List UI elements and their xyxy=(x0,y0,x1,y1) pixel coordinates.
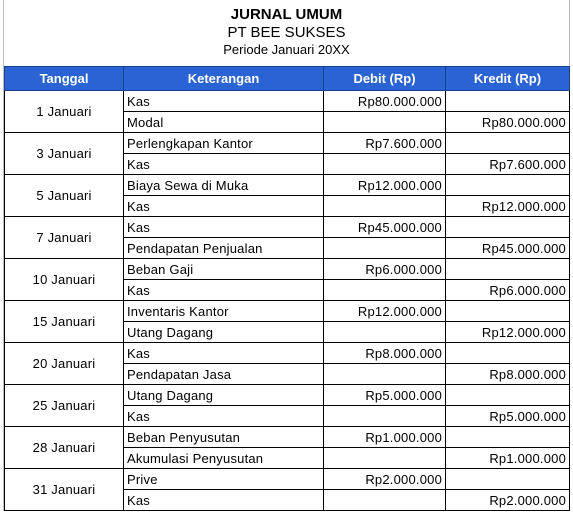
credit-cell xyxy=(446,385,570,406)
journal-table xyxy=(4,66,570,511)
debit-cell: Rp8.000.000 xyxy=(324,343,446,364)
credit-cell xyxy=(446,259,570,280)
credit-cell: Rp12.000.000 xyxy=(446,322,570,343)
description-cell: Kas xyxy=(124,91,324,112)
debit-cell xyxy=(324,238,446,259)
description-cell: Kas xyxy=(124,406,324,427)
debit-cell: Rp12.000.000 xyxy=(324,175,446,196)
entry-date-cell: 28 Januari xyxy=(5,427,124,469)
credit-cell: Rp1.000.000 xyxy=(446,448,570,469)
description-cell: Kas xyxy=(124,196,324,217)
credit-cell: Rp80.000.000 xyxy=(446,112,570,133)
credit-cell xyxy=(446,427,570,448)
credit-cell: Rp7.600.000 xyxy=(446,154,570,175)
debit-cell: Rp2.000.000 xyxy=(324,469,446,490)
description-cell: Utang Dagang xyxy=(124,322,324,343)
debit-cell: Rp7.600.000 xyxy=(324,133,446,154)
credit-cell: Rp5.000.000 xyxy=(446,406,570,427)
debit-cell: Rp45.000.000 xyxy=(324,217,446,238)
report-period: Periode Januari 20XX xyxy=(223,42,350,57)
credit-cell: Rp2.000.000 xyxy=(446,490,570,511)
credit-cell: Rp8.000.000 xyxy=(446,364,570,385)
description-cell: Perlengkapan Kantor xyxy=(124,133,324,154)
table-row xyxy=(5,343,570,364)
debit-cell xyxy=(324,364,446,385)
table-row xyxy=(5,133,570,154)
description-cell: Biaya Sewa di Muka xyxy=(124,175,324,196)
credit-cell xyxy=(446,469,570,490)
credit-cell xyxy=(446,91,570,112)
debit-cell: Rp12.000.000 xyxy=(324,301,446,322)
column-header-date: Tanggal xyxy=(5,67,124,91)
entry-date-cell: 20 Januari xyxy=(5,343,124,385)
entry-date-cell: 31 Januari xyxy=(5,469,124,511)
credit-cell: Rp6.000.000 xyxy=(446,280,570,301)
description-cell: Inventaris Kantor xyxy=(124,301,324,322)
credit-cell xyxy=(446,301,570,322)
credit-cell xyxy=(446,133,570,154)
debit-cell xyxy=(324,112,446,133)
company-name: PT BEE SUKSES xyxy=(227,24,346,41)
column-header-debit: Debit (Rp) xyxy=(324,67,446,91)
entry-date-cell: 5 Januari xyxy=(5,175,124,217)
description-cell: Pendapatan Jasa xyxy=(124,364,324,385)
description-cell: Kas xyxy=(124,280,324,301)
report-title: JURNAL UMUM xyxy=(230,6,343,23)
description-cell: Pendapatan Penjualan xyxy=(124,238,324,259)
table-row xyxy=(5,301,570,322)
description-cell: Kas xyxy=(124,343,324,364)
debit-cell: Rp80.000.000 xyxy=(324,91,446,112)
entry-date-cell: 7 Januari xyxy=(5,217,124,259)
table-row xyxy=(5,427,570,448)
table-row xyxy=(5,175,570,196)
debit-cell xyxy=(324,406,446,427)
table-row xyxy=(5,91,570,112)
description-cell: Kas xyxy=(124,217,324,238)
journal-sheet xyxy=(3,0,570,511)
description-cell: Kas xyxy=(124,154,324,175)
credit-cell xyxy=(446,175,570,196)
table-header-row xyxy=(5,67,570,91)
entry-date-cell: 10 Januari xyxy=(5,259,124,301)
debit-cell xyxy=(324,280,446,301)
description-cell: Beban Penyusutan xyxy=(124,427,324,448)
table-row xyxy=(5,469,570,490)
description-cell: Kas xyxy=(124,490,324,511)
entry-date-cell: 25 Januari xyxy=(5,385,124,427)
debit-cell: Rp6.000.000 xyxy=(324,259,446,280)
table-row xyxy=(5,259,570,280)
table-row xyxy=(5,217,570,238)
credit-cell xyxy=(446,343,570,364)
description-cell: Prive xyxy=(124,469,324,490)
credit-cell: Rp12.000.000 xyxy=(446,196,570,217)
description-cell: Modal xyxy=(124,112,324,133)
credit-cell xyxy=(446,217,570,238)
debit-cell: Rp1.000.000 xyxy=(324,427,446,448)
debit-cell xyxy=(324,322,446,343)
entry-date-cell: 1 Januari xyxy=(5,91,124,133)
entry-date-cell: 3 Januari xyxy=(5,133,124,175)
table-row xyxy=(5,385,570,406)
report-header xyxy=(4,0,569,66)
column-header-description: Keterangan xyxy=(124,67,324,91)
debit-cell xyxy=(324,154,446,175)
description-cell: Beban Gaji xyxy=(124,259,324,280)
description-cell: Akumulasi Penyusutan xyxy=(124,448,324,469)
column-header-credit: Kredit (Rp) xyxy=(446,67,570,91)
debit-cell: Rp5.000.000 xyxy=(324,385,446,406)
description-cell: Utang Dagang xyxy=(124,385,324,406)
credit-cell: Rp45.000.000 xyxy=(446,238,570,259)
debit-cell xyxy=(324,196,446,217)
journal-body xyxy=(5,91,570,511)
entry-date-cell: 15 Januari xyxy=(5,301,124,343)
debit-cell xyxy=(324,490,446,511)
debit-cell xyxy=(324,448,446,469)
